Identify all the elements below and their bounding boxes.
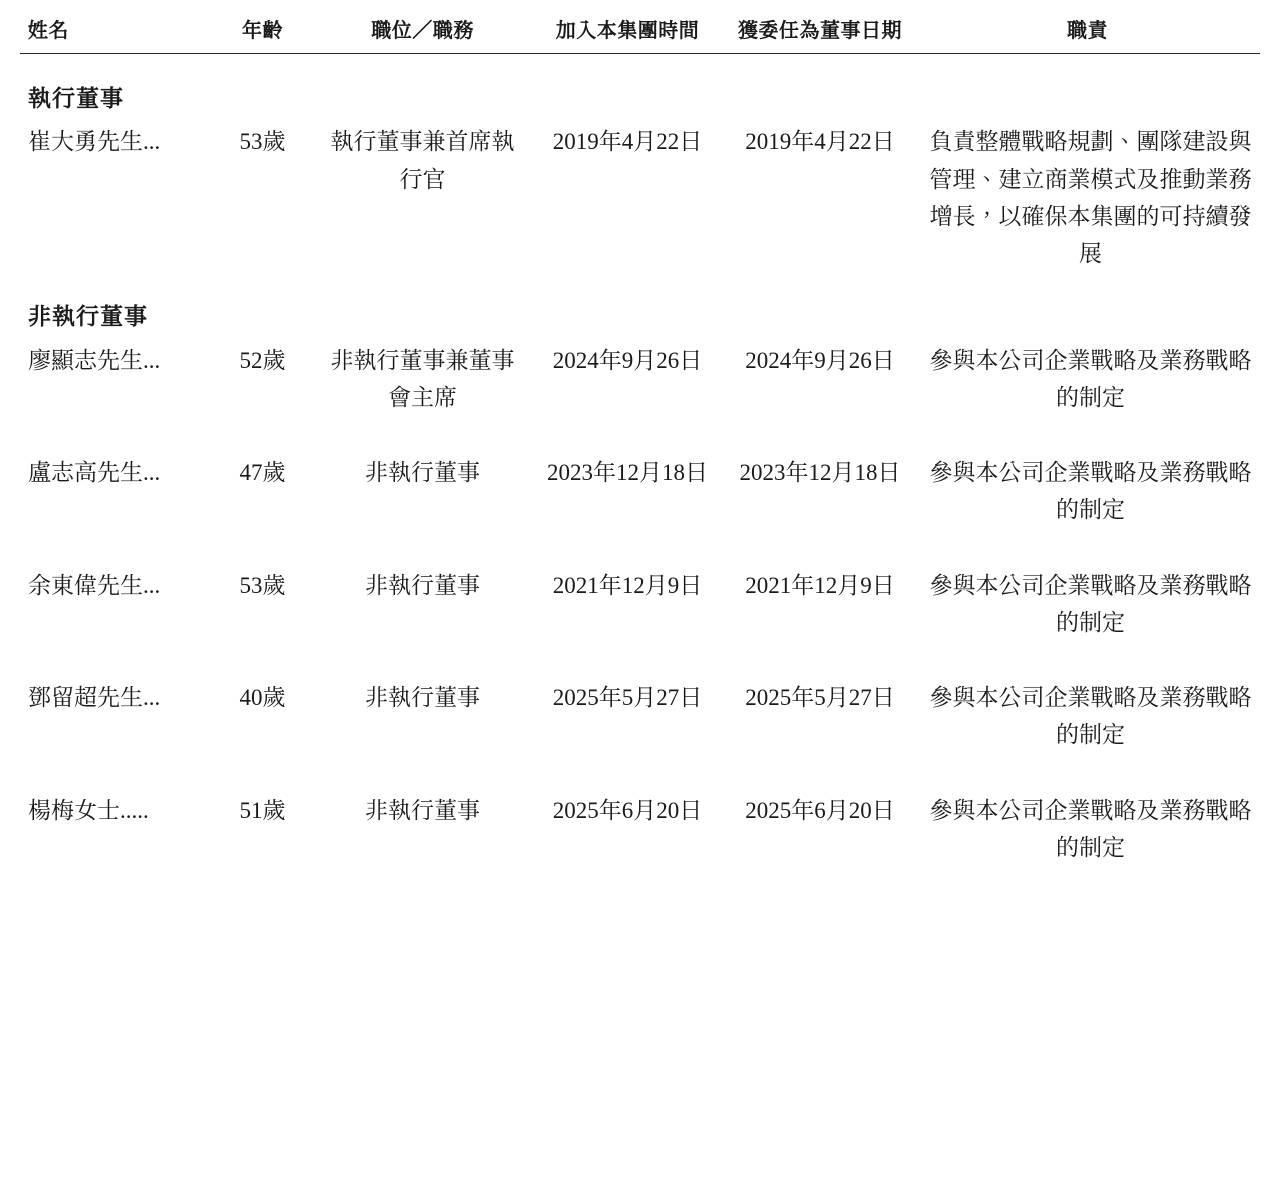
row-spacer	[20, 754, 1260, 788]
cell-age: 47歲	[239, 460, 286, 485]
row-spacer	[20, 529, 1260, 563]
cell-appointment-date: 2021年12月9日	[745, 572, 895, 598]
cell-join-date: 2025年6月20日	[552, 797, 703, 823]
directors-table	[20, 8, 1260, 866]
cell-age: 53歲	[239, 129, 286, 155]
cell-age: 40歲	[239, 685, 286, 710]
cell-appointment-date: 2025年5月27日	[745, 685, 895, 710]
cell-name: 廖顯志先生...	[28, 347, 161, 373]
cell-name: 盧志高先生...	[28, 460, 161, 485]
cell-appointment-date: 2025年6月20日	[745, 797, 895, 823]
cell-name: 楊梅女士.....	[28, 797, 149, 823]
cell-join-date: 2019年4月22日	[552, 129, 703, 155]
cell-position: 執行董事兼首席執行官	[330, 129, 515, 192]
cell-responsibility: 參與本公司企業戰略及業務戰略的制定	[929, 797, 1252, 860]
cell-join-date: 2024年9月26日	[552, 347, 703, 373]
cell-appointment-date: 2024年9月26日	[745, 347, 895, 373]
cell-join-date: 2021年12月9日	[552, 572, 703, 598]
cell-name: 鄧留超先生...	[28, 685, 161, 710]
row-spacer	[20, 641, 1260, 675]
group-label-non-executive: 非執行董事	[28, 303, 148, 330]
cell-join-date: 2023年12月18日	[547, 460, 708, 485]
row-spacer	[20, 416, 1260, 450]
cell-name: 崔大勇先生...	[28, 129, 161, 155]
table-body	[20, 54, 1260, 867]
cell-responsibility: 參與本公司企業戰略及業務戰略的制定	[929, 347, 1252, 410]
column-header-position: 職位／職務	[315, 8, 530, 54]
table-row	[20, 563, 1260, 642]
cell-join-date: 2025年5月27日	[552, 685, 703, 710]
column-header-appointment-date: 獲委任為董事日期	[725, 8, 915, 54]
column-header-responsibility: 職責	[915, 8, 1260, 54]
cell-position: 非執行董事	[365, 685, 480, 710]
table-row	[20, 675, 1260, 754]
table-row	[20, 788, 1260, 867]
cell-age: 52歲	[239, 347, 286, 373]
group-heading-row	[20, 272, 1260, 337]
cell-name: 余東偉先生...	[28, 572, 161, 598]
document-page	[0, 8, 1281, 1202]
column-header-age: 年齡	[210, 8, 315, 54]
table-header	[20, 8, 1260, 54]
cell-position: 非執行董事	[365, 797, 480, 823]
cell-position: 非執行董事	[365, 572, 480, 598]
cell-appointment-date: 2019年4月22日	[745, 129, 895, 155]
cell-age: 53歲	[239, 572, 286, 598]
table-row	[20, 450, 1260, 529]
cell-age: 51歲	[239, 797, 286, 823]
group-label-executive: 執行董事	[28, 85, 124, 111]
cell-responsibility: 參與本公司企業戰略及業務戰略的制定	[929, 460, 1252, 523]
cell-position: 非執行董事兼董事會主席	[330, 347, 515, 410]
cell-responsibility: 參與本公司企業戰略及業務戰略的制定	[929, 685, 1252, 748]
cell-position: 非執行董事	[365, 460, 480, 485]
group-heading-row	[20, 54, 1260, 120]
cell-responsibility: 負責整體戰略規劃、團隊建設與管理、建立商業模式及推動業務增長，以確保本集團的可持續發展	[929, 129, 1252, 266]
column-header-name: 姓名	[20, 8, 210, 54]
table-row	[20, 119, 1260, 272]
column-header-join-date: 加入本集團時間	[530, 8, 725, 54]
table-row	[20, 338, 1260, 417]
header-row	[20, 8, 1260, 54]
cell-appointment-date: 2023年12月18日	[739, 460, 901, 485]
cell-responsibility: 參與本公司企業戰略及業務戰略的制定	[929, 572, 1252, 635]
